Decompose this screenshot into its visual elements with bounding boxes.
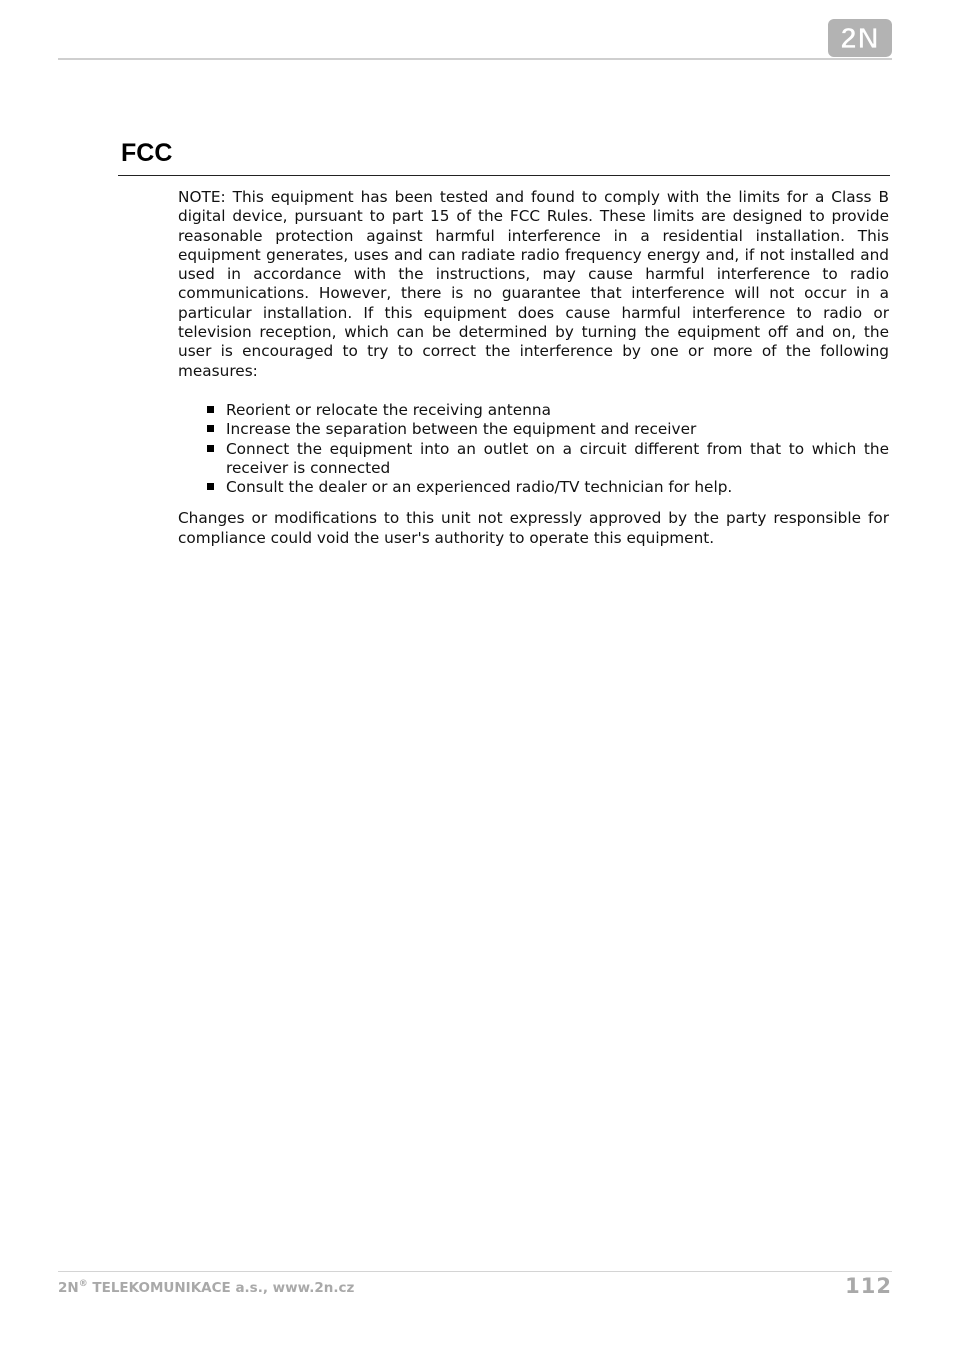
- header-divider: [58, 58, 892, 60]
- page-number: 112: [845, 1274, 892, 1298]
- title-underline: [118, 175, 890, 176]
- list-item-text: Consult the dealer or an experienced radio/TV technician for help.: [226, 478, 733, 497]
- list-item-text: Reorient or relocate the receiving antenna: [226, 400, 551, 419]
- modifications-warning-paragraph: Changes or modifications to this unit not expressly approved by the party responsible for compliance could void the user's authority to operate this equipment.: [178, 509, 889, 547]
- list-item: [178, 440, 889, 479]
- fcc-notice-paragraph: NOTE: This equipment has been tested and found to comply with the limits for a Class B digital device, pursuant to part 15 of the FCC Rules. These limits are designed to provide reasonable protection against harmful interference in a residential installation. This equipment generates, uses and can radiate radio frequency energy and, if not installed and used in accordance with the instructions, may cause harmful interference to radio communications. However, there is no guarantee that interference will not occur in a particular installation. If this equipment does cause harmful interference to radio or television reception, which can be determined by turning the equipment off and on, the user is encouraged to try to correct the interference by one or more of the following measures:: [178, 188, 889, 380]
- registered-mark: ®: [78, 1279, 88, 1289]
- square-bullet-icon: [207, 445, 214, 452]
- footer-company-name: TELEKOMUNIKACE a.s., www.2n.cz: [87, 1280, 355, 1296]
- 2n-logo: [828, 19, 892, 57]
- list-item: [178, 401, 889, 420]
- section-body: [178, 188, 889, 548]
- list-item: [178, 478, 889, 497]
- square-bullet-icon: [207, 406, 214, 413]
- measures-list: [178, 401, 889, 497]
- square-bullet-icon: [207, 483, 214, 490]
- square-bullet-icon: [207, 425, 214, 432]
- footer-brand: 2N: [58, 1280, 79, 1296]
- footer-divider: [58, 1271, 892, 1272]
- list-item-text: Connect the equipment into an outlet on a circuit different from that to which the receiver is connected: [226, 439, 889, 477]
- list-item: [178, 420, 889, 439]
- logo-text: 2N: [840, 23, 880, 55]
- list-item-text: Increase the separation between the equipment and receiver: [226, 420, 697, 439]
- footer-company-info: [58, 1278, 354, 1298]
- section-title: FCC: [121, 139, 173, 167]
